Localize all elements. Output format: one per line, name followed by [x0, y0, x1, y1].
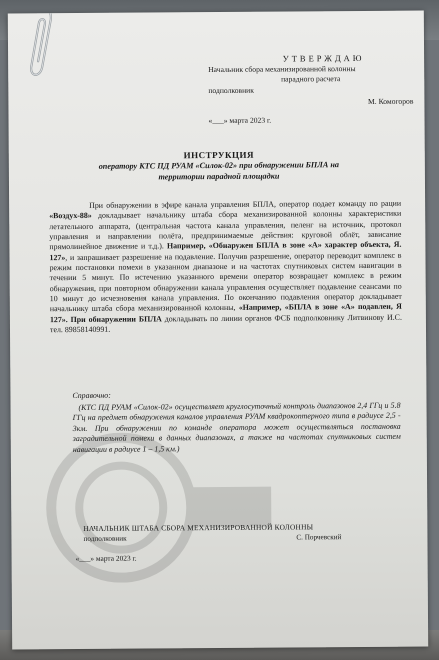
signature-date: «___» марта 2023 г. [75, 553, 137, 563]
approval-unit: парадного расчета [281, 74, 341, 84]
body-part-2: докладывает начальнику штаба сбора механизированной колонны характеристики летательного аппарата, (центральная частота канала управления, пеленг на источник, протокол управления и направлении полёта, предпринимаемые действия: круговой облёт, зависание прямолинейное движение и т.д.). [49, 209, 402, 252]
reference-text: (КТС ПД РУАМ «Силок-02» осуществляет круглосуточный контроль диапазонов 2,4 ГГц и 5.8 ГГц на предмет обнаружения каналов управления РУАМ квадрокоптерного типа в радиусе 2,5 - 3км. При обнаружении по команде оператора может осуществляться постановка заградительной помехи в данных диапазонах, а также на частотах спутниковых систем навигации в радиусе 1 – 1,5 км.) [72, 400, 401, 454]
approval-position: Начальник сбора механизированной колонны [208, 63, 356, 74]
approval-rank: подполковник [208, 85, 254, 95]
title-main: ИНСТРУКЦИЯ [183, 149, 255, 161]
body-bold-fsb: При обнаружении БПЛА [70, 314, 162, 324]
reference-heading: Справочно: [72, 390, 111, 401]
signature-block [83, 522, 403, 544]
call-sign: «Воздух-88» [49, 211, 92, 221]
signature-rank: подполковник [83, 534, 127, 543]
example-report-2: «Например, «БПЛА в зоне «А» подавлен, Я 127». [49, 302, 402, 324]
body-part-6: докладывать по линии органов ФСБ подполковнику Литвинову И.С. тел. 89858140991. [49, 312, 402, 335]
approval-heading: УТВЕРЖДАЮ [282, 52, 365, 64]
reference-note [72, 389, 400, 456]
body-part-3: , и запрашивает разрешение на подавление. Получив разрешение, оператор переводит комплекс в режим постановки помехи в указанном диапазоне и на частотах спутниковых систем навигации в течении 5 минут. По истечению указанного времени оператор возвращает комплекс в режим обнаружения, при повторном обнаружении канала управления осуществляет подавление сеансами по 10 минут до исчезновения канала управления. По окончанию подавления оператор докладывает начальнику штаба сбора механизированной колонны, [49, 250, 402, 314]
approval-date: «___» марта 2023 г. [208, 115, 272, 126]
approval-block [208, 53, 414, 127]
example-report-1: Например, «Обнаружен БПЛА в зоне «А» характер объекта, Я. 127» [49, 240, 402, 262]
approval-name: М. Комогоров [367, 97, 414, 107]
title-line-3: территории парадной площадки [158, 171, 280, 182]
instruction-body [49, 199, 402, 336]
body-part-1: При обнаружении в эфире канала управления БПЛА, оператор подает команду по рации [89, 198, 402, 210]
paperclip-icon [22, 11, 63, 86]
title-line-2: оператору КТС ПД РУАМ «Силок-02» при обнаружении БПЛА на [98, 159, 340, 171]
document-page [8, 11, 428, 650]
signature-name: С. Порчевский [296, 533, 342, 542]
document-title [69, 149, 369, 183]
signature-position: НАЧАЛЬНИК ШТАБА СБОРА МЕХАНИЗИРОВАННОЙ КОЛОННЫ [83, 522, 314, 533]
